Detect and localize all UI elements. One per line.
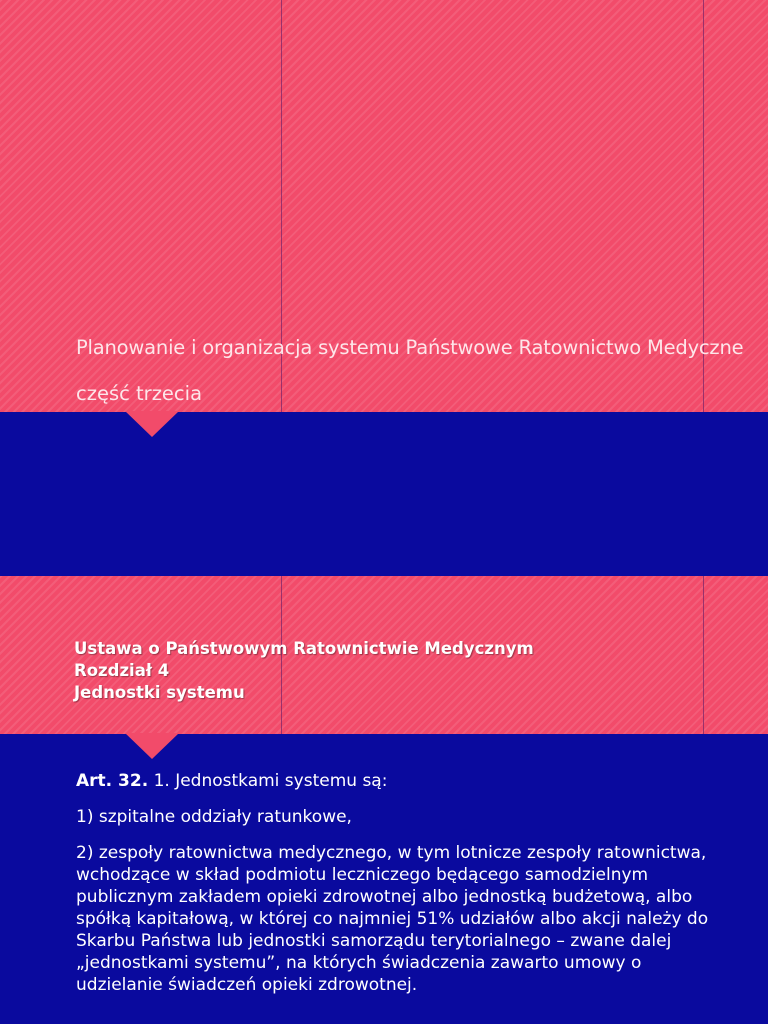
slide-subtitle: część trzecia [76, 382, 203, 405]
divider-line-right [703, 576, 704, 734]
article-intro-paragraph [76, 770, 716, 792]
list-item-1: 1) szpitalne oddziały ratunkowe, [76, 807, 352, 827]
article-text [76, 770, 716, 1010]
content-band [0, 412, 768, 576]
article-label: Art. 32. [76, 771, 149, 791]
heading-line-1: Ustawa o Państwowym Ratownictwie Medycznym [74, 639, 534, 658]
article-intro: 1. Jednostkami systemu są: [148, 771, 388, 791]
heading-line-3: Jednostki systemu [74, 683, 245, 702]
band-notch [125, 411, 179, 437]
title-band [0, 0, 768, 412]
band-notch [125, 733, 179, 759]
heading-line-2: Rozdział 4 [74, 661, 170, 680]
list-item-2: 2) zespoły ratownictwa medycznego, w tym lotnicze zespoły ratownictwa, wchodzące w skład podmiotu leczniczego będącego samodzielnym publicznym zakładem opieki zdrowotnej albo jednostką budżetową, albo spółką kapitałową, w której co najmniej 51% udziałów albo akcji należy do Skarbu Państwa lub jednostki samorządu terytorialnego – zwane dalej „jednostkami systemu”, na których świadczenia zawarto umowy o udzielanie świadczeń opieki zdrowotnej. [76, 843, 709, 995]
slide-title: Planowanie i organizacja systemu Państwowe Ratownictwo Medyczne [76, 336, 744, 359]
